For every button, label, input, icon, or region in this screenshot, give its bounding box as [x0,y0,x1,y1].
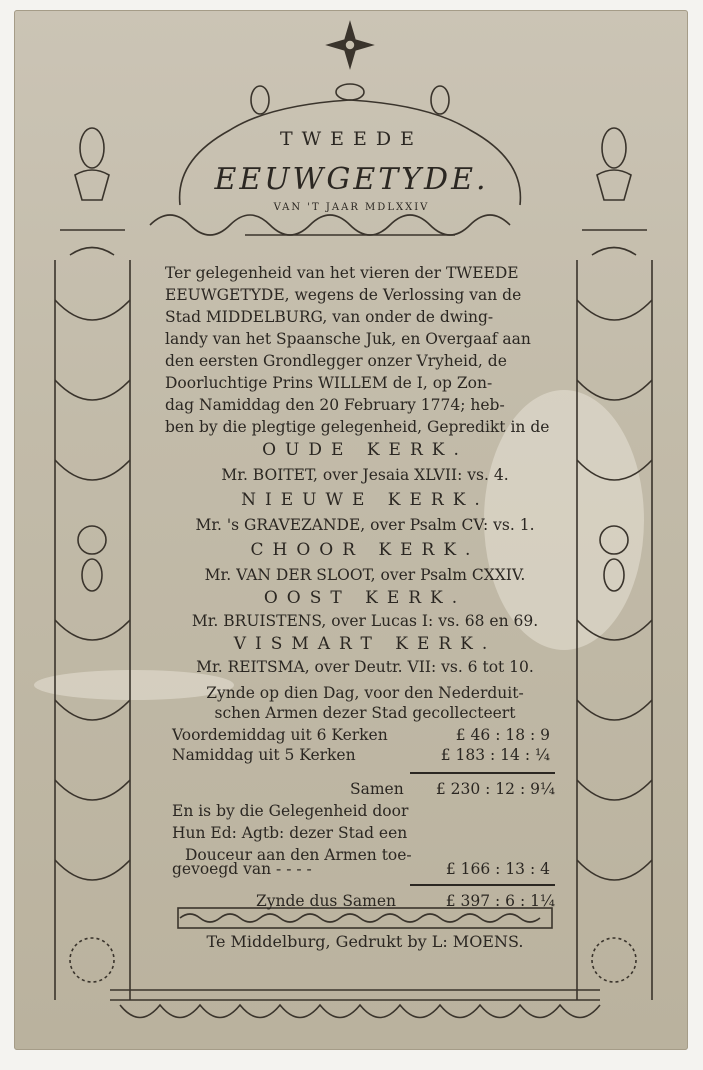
morning-label: Voordemiddag uit 6 Kerken [172,726,388,744]
sum-label: Samen [350,780,404,798]
gift-line: En is by die Gelegenheid door [172,802,409,820]
sum-amount: £ 230 : 12 : 9¼ [435,780,555,798]
church-name: NIEUWE KERK. [241,490,489,510]
afternoon-amount: £ 183 : 14 : ¼ [440,746,550,764]
church-preacher: Mr. VAN DER SLOOT, over Psalm CXXIV. [204,566,526,584]
church-preacher: Mr. REITSMA, over Deutr. VII: vs. 6 tot 10. [196,658,534,676]
church-preacher: Mr. 's GRAVEZANDE, over Psalm CV: vs. 1. [195,516,535,534]
church-name: CHOOR KERK. [250,540,480,560]
left-garland-column [55,128,130,1000]
gift-line: Douceur aan den Armen toe- [185,846,412,864]
total-amount: £ 397 : 6 : 1¼ [445,892,555,910]
imprint: Te Middelburg, Gedrukt by L: MOENS. [206,932,524,951]
heading-line2: EEUWGETYDE. [214,162,489,197]
intro-line: dag Namiddag den 20 February 1774; heb- [165,396,505,414]
intro-line: ben by die plegtige gelegenheid, Gepredikt in de [165,418,550,436]
intro-line: landy van het Spaansche Juk, en Overgaaf aan [165,330,531,348]
heading-year: VAN 'T JAAR MDLXXIV [273,202,430,213]
gift-amount: £ 166 : 13 : 4 [445,860,550,878]
collection-line: Zynde op dien Dag, voor den Nederduit- [206,684,524,702]
collection-line: schen Armen dezer Stad gecollecteert [214,704,516,722]
total-label: Zynde dus Samen [256,892,397,910]
church-name: OUDE KERK. [262,440,468,460]
morning-amount: £ 46 : 18 : 9 [455,726,550,744]
total-rule [410,884,555,886]
intro-line: Stad MIDDELBURG, van onder de dwing- [165,308,494,326]
gift-line: gevoegd van - - - - [172,860,312,878]
sum-rule [410,772,555,774]
church-name: OOST KERK. [263,588,467,608]
intro-paragraph [165,262,565,438]
heading-line1: TWEEDE [279,128,424,150]
gift-line: Hun Ed: Agtb: dezer Stad een [172,824,408,842]
intro-line: EEUWGETYDE, wegens de Verlossing van de [165,286,522,304]
star-ornament-icon [328,23,372,67]
right-garland-column [577,128,652,1000]
church-name: VISMART KERK. [233,634,497,654]
afternoon-label: Namiddag uit 5 Kerken [172,746,356,764]
intro-line: den eersten Grondlegger onzer Vryheid, de [165,352,507,370]
intro-line: Ter gelegenheid van het vieren der TWEEDE [165,264,519,282]
church-preacher: Mr. BRUISTENS, over Lucas I: vs. 68 en 69. [191,612,539,630]
church-preacher: Mr. BOITET, over Jesaia XLVII: vs. 4. [221,466,509,484]
intro-line: Doorluchtige Prins WILLEM de I, op Zon- [165,374,493,392]
